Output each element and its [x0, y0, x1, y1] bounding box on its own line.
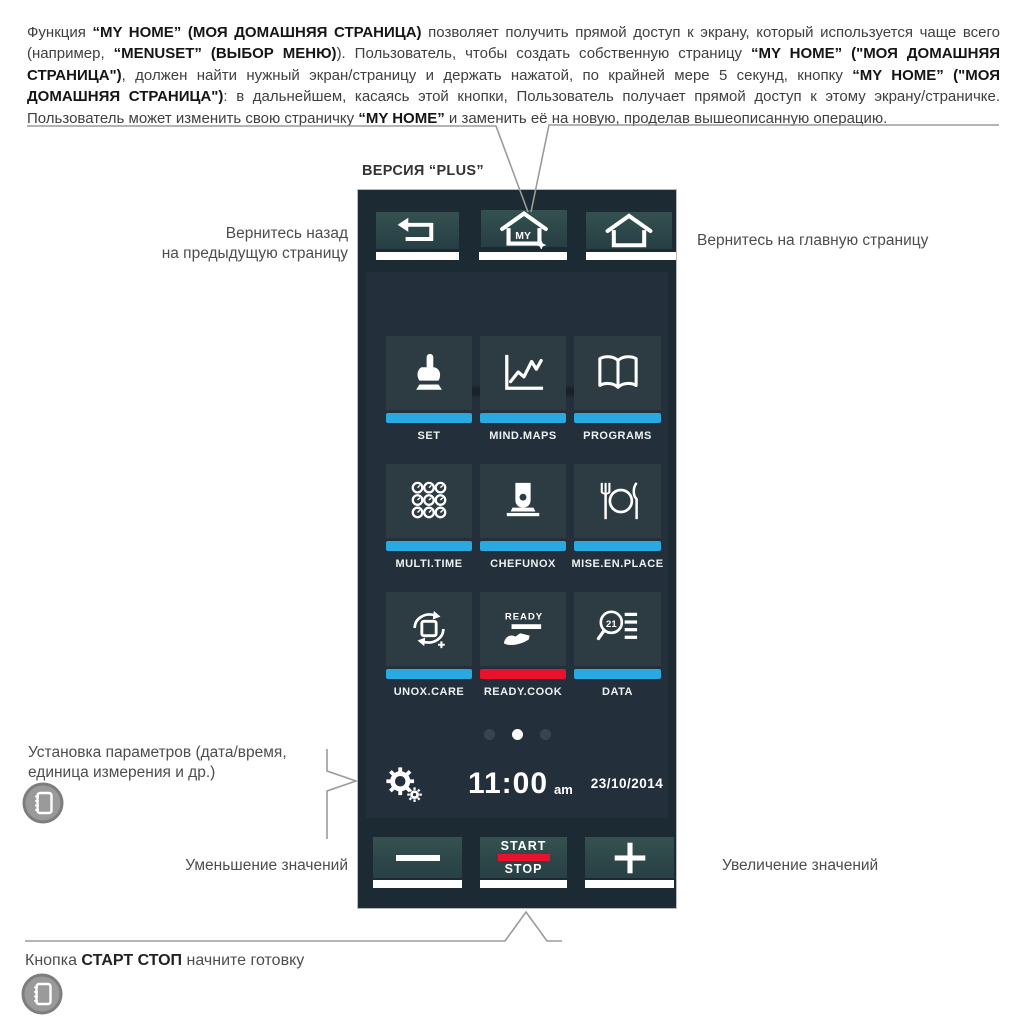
annotation-back-line1: Вернитесь назад — [225, 225, 348, 242]
plus-icon — [613, 841, 647, 875]
connector-start-stop — [25, 912, 562, 941]
back-button-underline — [376, 252, 459, 260]
pager-dot-2[interactable] — [512, 729, 523, 740]
ready-cook-icon-text: READY — [504, 611, 544, 623]
tile-label-set: SET — [417, 430, 441, 442]
minus-button-underline — [373, 880, 462, 888]
home-icon — [604, 213, 654, 249]
tile-label-programs: PROGRAMS — [583, 430, 652, 442]
manual-book-icon — [21, 973, 63, 1015]
clock-time: 11:00 — [467, 767, 549, 800]
tile-bar-ready-cook — [480, 669, 566, 679]
tile-bar-unox-care — [386, 669, 472, 679]
data-icon-text: 21 — [605, 619, 617, 631]
tile-ready-cook[interactable] — [480, 592, 566, 666]
tile-unox-care[interactable] — [386, 592, 472, 666]
annotation-home-button: Вернитесь на главную страницу — [697, 232, 929, 249]
tile-label-multi-time: MULTI.TIME — [395, 558, 463, 570]
multi-time-icon — [406, 480, 452, 522]
ready-cook-icon — [500, 608, 546, 650]
annotation-decrease: Уменьшение значений — [185, 857, 348, 874]
tile-mind-maps[interactable] — [480, 336, 566, 410]
plus-button[interactable] — [585, 837, 674, 878]
home-button[interactable] — [586, 212, 672, 249]
tile-label-unox-care: UNOX.CARE — [393, 686, 465, 698]
tile-data[interactable] — [574, 592, 661, 666]
home-button-underline — [586, 252, 676, 260]
tile-programs[interactable] — [574, 336, 661, 410]
tile-mise-en-place[interactable] — [574, 464, 661, 538]
version-label: ВЕРСИЯ “PLUS” — [362, 163, 484, 179]
pager-dot-1[interactable] — [484, 729, 495, 740]
oven-touch-panel — [358, 190, 676, 908]
page-indicator — [358, 729, 676, 740]
minus-button[interactable] — [373, 837, 462, 878]
mise-en-place-icon — [595, 480, 641, 522]
tile-bar-chefunox — [480, 541, 566, 551]
my-home-button-underline — [479, 252, 567, 260]
annotation-settings — [28, 743, 287, 782]
minus-icon — [396, 853, 440, 863]
annotation-start-stop: Кнопка СТАРТ СТОП начните готовку — [25, 952, 305, 969]
annotation-back-button — [162, 224, 348, 263]
tile-bar-data — [574, 669, 661, 679]
start-stop-red-bar — [498, 854, 550, 861]
tile-label-data: DATA — [602, 686, 633, 698]
chefunox-icon — [500, 480, 546, 522]
back-button[interactable] — [376, 212, 459, 249]
my-home-badge: MY — [515, 230, 531, 242]
annotation-settings-line2: единица измерения и др.) — [28, 763, 216, 781]
start-stop-button-underline — [480, 880, 567, 888]
programs-icon — [595, 352, 641, 394]
tile-bar-set — [386, 413, 472, 423]
start-label: START — [500, 839, 547, 853]
annotation-back-line2: на предыдущую страницу — [161, 244, 348, 262]
annotation-increase: Увеличение значений — [722, 857, 879, 874]
clock-date: 23/10/2014 — [590, 776, 664, 791]
mind-maps-icon — [500, 352, 546, 394]
data-icon — [595, 608, 641, 650]
pager-dot-3[interactable] — [540, 729, 551, 740]
stop-label: STOP — [504, 862, 543, 876]
back-icon — [395, 215, 441, 247]
tile-chefunox[interactable] — [480, 464, 566, 538]
start-stop-button[interactable] — [480, 837, 567, 878]
manual-book-icon — [22, 782, 64, 824]
set-icon — [406, 352, 452, 394]
tile-bar-programs — [574, 413, 661, 423]
unox-care-icon — [406, 608, 452, 650]
tile-label-mise-en-place: MISE.EN.PLACE — [571, 558, 664, 570]
tile-set[interactable] — [386, 336, 472, 410]
status-row — [358, 758, 676, 814]
tile-label-chefunox: CHEFUNOX — [490, 558, 556, 570]
plus-button-underline — [585, 880, 674, 888]
settings-gears-icon[interactable] — [384, 766, 426, 806]
connector-settings — [327, 749, 356, 839]
tile-label-ready-cook: READY.COOK — [483, 686, 563, 698]
my-home-button[interactable] — [481, 210, 567, 247]
tile-multi-time[interactable] — [386, 464, 472, 538]
tile-bar-mise-en-place — [574, 541, 661, 551]
tile-label-mind-maps: MIND.MAPS — [489, 430, 557, 442]
annotation-settings-line1: Установка параметров (дата/время, — [28, 744, 287, 761]
tile-bar-multi-time — [386, 541, 472, 551]
my-home-icon — [498, 209, 550, 249]
clock-meridiem: am — [554, 782, 573, 797]
intro-paragraph: Функция “MY HOME” (МОЯ ДОМАШНЯЯ СТРАНИЦА) позволяет получить прямой доступ к экрану, который используется чаще всего (например, “MENUSET” (ВЫБОР МЕНЮ)). Пользователь, чтобы создать собственную страницу “MY HOME” ("МОЯ ДОМАШНЯЯ СТРАНИЦА"), должен найти нужный экран/страницу и держать нажатой, по крайней мере 5 секунд, кнопку “MY HOME” ("МОЯ ДОМАШНЯЯ СТРАНИЦА"): в дальнейшем, касаясь этой кнопки, Пользователь получает прямой доступ к этому экрану/страничке. Пользователь может изменить свою страничку “MY HOME” и заменить её на новую, проделав вышеописанную операцию. — [27, 24, 1001, 127]
tile-bar-mind-maps — [480, 413, 566, 423]
